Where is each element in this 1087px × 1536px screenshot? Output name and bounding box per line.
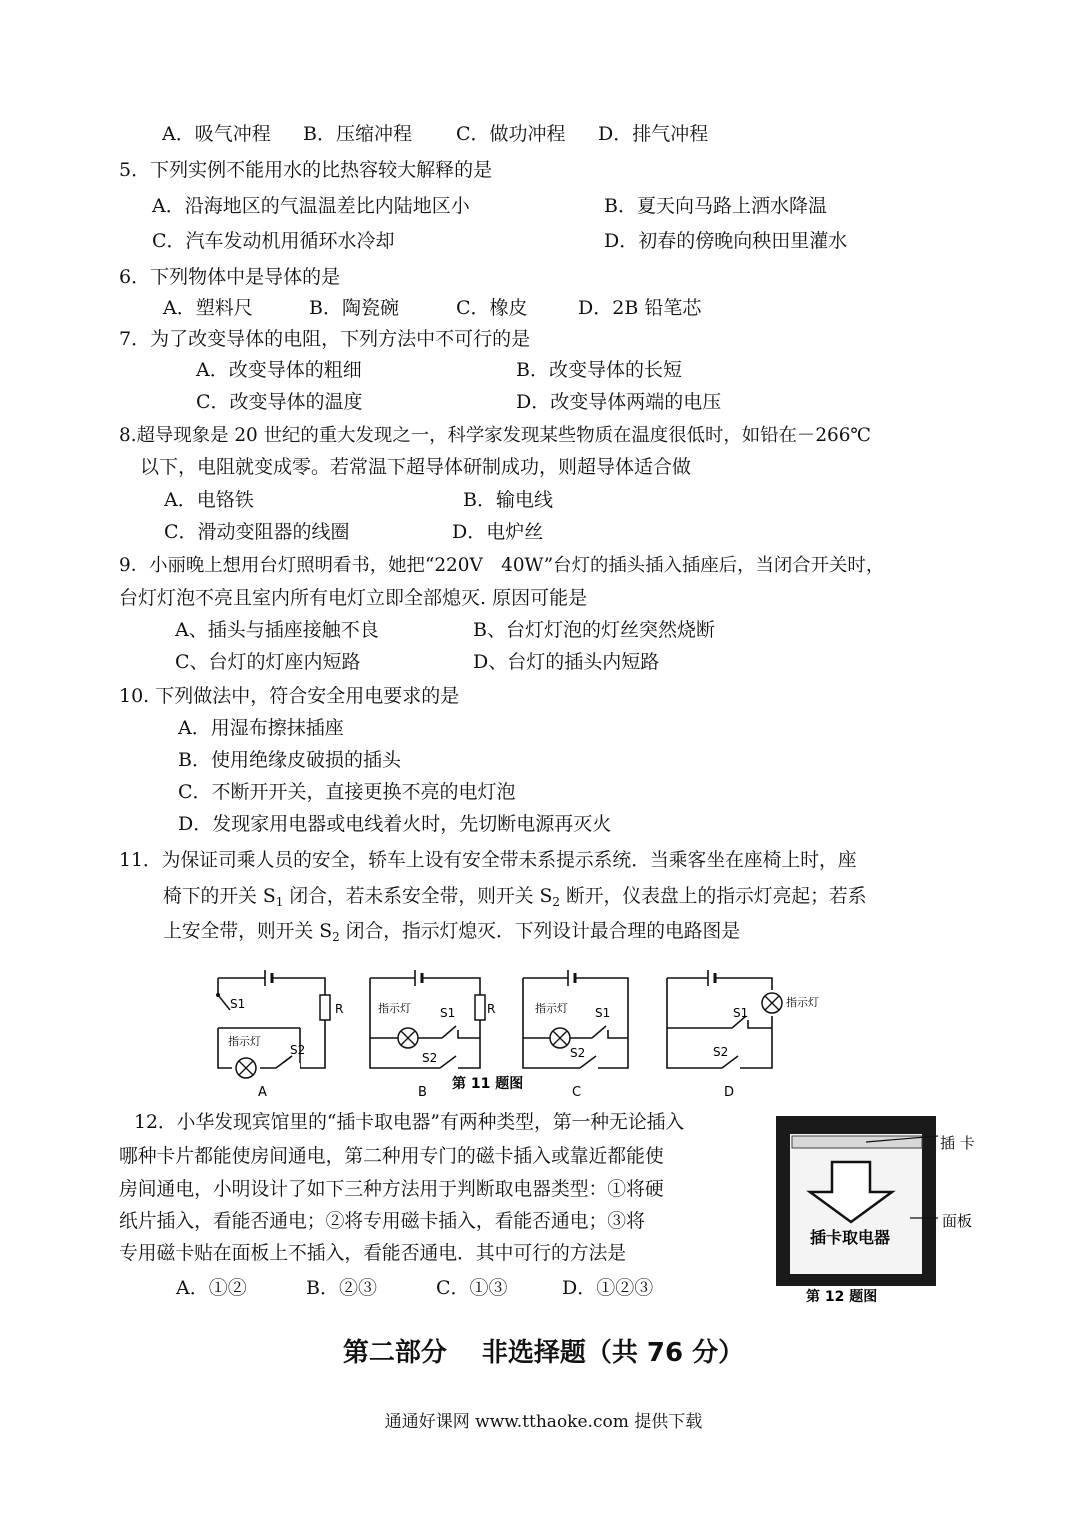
q5-option-a: A．沿海地区的气温温差比内陆地区小 xyxy=(152,195,470,217)
q9-option-b: B、台灯灯泡的灯丝突然烧断 xyxy=(473,619,715,641)
label-panel: 面板 xyxy=(942,1212,973,1230)
figure-11-caption: 第 11 题图 xyxy=(452,1076,524,1092)
switch-contact xyxy=(216,993,220,997)
section-title: 第二部分 非选择题（共 76 分） xyxy=(342,1338,745,1368)
card-slot xyxy=(792,1136,922,1148)
figure-11-circuits xyxy=(200,960,820,1100)
q10-option-a: A．用湿布擦抹插座 xyxy=(178,717,344,739)
footer-credit: 通通好课网 www.tthaoke.com 提供下载 xyxy=(384,1412,703,1432)
label-card: 插 卡 xyxy=(940,1134,975,1152)
q12-stem-line3: 房间通电，小明设计了如下三种方法用于判断取电器类型：①将硬 xyxy=(119,1179,664,1200)
label-s1: S1 xyxy=(733,1006,749,1020)
q9-option-a: A、插头与插座接触不良 xyxy=(175,619,379,641)
q6-option-d: D．2B 铅笔芯 xyxy=(578,297,702,319)
label-lamp: 指示灯 xyxy=(228,1035,261,1048)
label-s2: S2 xyxy=(570,1046,586,1060)
q9-stem-line2: 台灯灯泡不亮且室内所有电灯立即全部熄灭. 原因可能是 xyxy=(119,587,588,609)
q11-sub: 1 xyxy=(275,895,284,909)
q5-option-c: C．汽车发动机用循环水冷却 xyxy=(152,230,395,252)
wire xyxy=(523,1030,628,1038)
label-a: A xyxy=(258,1085,267,1100)
wire xyxy=(667,1020,772,1028)
q8-option-c: C．滑动变阻器的线圈 xyxy=(164,521,350,543)
switch-s1 xyxy=(442,1026,456,1038)
q12-stem-line4: 纸片插入，看能否通电；②将专用磁卡插入，看能否通电；③将 xyxy=(119,1211,645,1232)
q11-sub: 2 xyxy=(552,895,560,909)
label-b: B xyxy=(418,1085,427,1100)
label-s1: S1 xyxy=(230,997,246,1011)
q5-option-d: D．初春的傍晚向秧田里灌水 xyxy=(604,230,848,252)
q12-option-b: B．②③ xyxy=(306,1277,377,1299)
q8-option-b: B．输电线 xyxy=(463,489,553,511)
q11-text: 椅下的开关 S xyxy=(163,886,276,907)
circuit-c xyxy=(523,970,628,1100)
circuit-d xyxy=(667,970,819,1100)
q5-option-b: B．夏天向马路上洒水降温 xyxy=(604,195,827,217)
label-s1: S1 xyxy=(440,1006,456,1020)
label-s2: S2 xyxy=(422,1051,438,1065)
switch-s1 xyxy=(592,1026,606,1038)
q12-option-c: C．①③ xyxy=(436,1277,508,1299)
wire xyxy=(370,1030,480,1038)
q12-stem-line5: 专用磁卡贴在面板上不插入，看能否通电．其中可行的方法是 xyxy=(119,1243,627,1264)
resistor xyxy=(320,995,330,1020)
q11-stem-line2 xyxy=(163,884,866,915)
q8-stem-line2: 以下，电阻就变成零。若常温下超导体研制成功，则超导体适合做 xyxy=(140,456,692,478)
q12-stem-line2: 哪种卡片都能使房间通电，第二种用专门的磁卡插入或靠近都能使 xyxy=(119,1146,664,1167)
label-d: D xyxy=(724,1085,735,1100)
label-lamp: 指示灯 xyxy=(535,1002,568,1015)
q12-option-d: D．①②③ xyxy=(562,1277,654,1299)
q12-option-a: A．①② xyxy=(176,1277,247,1299)
q6-stem: 6．下列物体中是导体的是 xyxy=(119,266,341,288)
q11-sub: 2 xyxy=(332,930,340,944)
label-lamp: 指示灯 xyxy=(378,1002,411,1015)
circuit-a xyxy=(216,970,343,1100)
q11-text: 闭合，指示灯熄灭．下列设计最合理的电路图是 xyxy=(339,921,741,942)
q7-option-d: D．改变导体两端的电压 xyxy=(516,391,722,413)
label-s2: S2 xyxy=(713,1045,729,1059)
q6-option-c: C．橡皮 xyxy=(456,297,528,319)
q11-text: 闭合，若未系安全带，则开关 S xyxy=(283,886,553,907)
q7-option-c: C．改变导体的温度 xyxy=(196,391,363,413)
label-s2: S2 xyxy=(290,1043,306,1057)
q7-option-a: A．改变导体的粗细 xyxy=(196,359,362,381)
q4-option-d: D．排气冲程 xyxy=(598,123,709,145)
q9-option-d: D、台灯的插头内短路 xyxy=(473,651,660,673)
figure-12-caption: 第 12 题图 xyxy=(806,1289,878,1305)
q11-stem-line3 xyxy=(163,919,740,950)
device-label: 插卡取电器 xyxy=(810,1228,891,1247)
switch-s2 xyxy=(440,1056,456,1068)
label-r: R xyxy=(487,1002,496,1016)
label-c: C xyxy=(572,1085,582,1100)
q6-option-a: A．塑料尺 xyxy=(163,297,253,319)
label-lamp: 指示灯 xyxy=(786,996,819,1009)
q8-option-d: D．电炉丝 xyxy=(452,521,544,543)
resistor xyxy=(475,995,485,1020)
figure-12-card-switch xyxy=(770,1112,985,1307)
switch-s1 xyxy=(218,995,230,1010)
label-s1: S1 xyxy=(595,1006,611,1020)
q4-option-a: A．吸气冲程 xyxy=(162,123,271,145)
q7-option-b: B．改变导体的长短 xyxy=(516,359,682,381)
q5-stem: 5．下列实例不能用水的比热容较大解释的是 xyxy=(119,159,493,181)
q7-stem: 7．为了改变导体的电阻，下列方法中不可行的是 xyxy=(119,328,531,350)
q4-option-c: C．做功冲程 xyxy=(456,123,566,145)
q10-stem: 10. 下列做法中，符合安全用电要求的是 xyxy=(119,685,460,707)
q10-option-c: C．不断开开关，直接更换不亮的电灯泡 xyxy=(178,781,516,803)
q11-text: 断开，仪表盘上的指示灯亮起；若系 xyxy=(560,886,867,907)
q9-stem-line1: 9．小丽晚上想用台灯照明看书，她把“220V 40W”台灯的插头插入插座后，当闭合开关时， xyxy=(119,555,885,576)
q11-stem-line1: 11．为保证司乘人员的安全，轿车上设有安全带未系提示系统．当乘客坐在座椅上时，座 xyxy=(119,850,857,871)
q8-option-a: A．电铬铁 xyxy=(164,489,254,511)
q4-option-b: B．压缩冲程 xyxy=(303,123,412,145)
q12-stem-line1: 12．小华发现宾馆里的“插卡取电器”有两种类型，第一种无论插入 xyxy=(134,1112,685,1133)
q10-option-d: D．发现家用电器或电线着火时，先切断电源再灭火 xyxy=(178,813,612,835)
label-r: R xyxy=(335,1002,344,1016)
q8-stem-line1: 8.超导现象是 20 世纪的重大发现之一，科学家发现某些物质在温度很低时，如铅在－266℃ xyxy=(119,425,871,446)
q10-option-b: B．使用绝缘皮破损的插头 xyxy=(178,749,401,771)
q9-option-c: C、台灯的灯座内短路 xyxy=(175,651,361,673)
q6-option-b: B．陶瓷碗 xyxy=(309,297,399,319)
q11-text: 上安全带，则开关 S xyxy=(163,921,333,942)
